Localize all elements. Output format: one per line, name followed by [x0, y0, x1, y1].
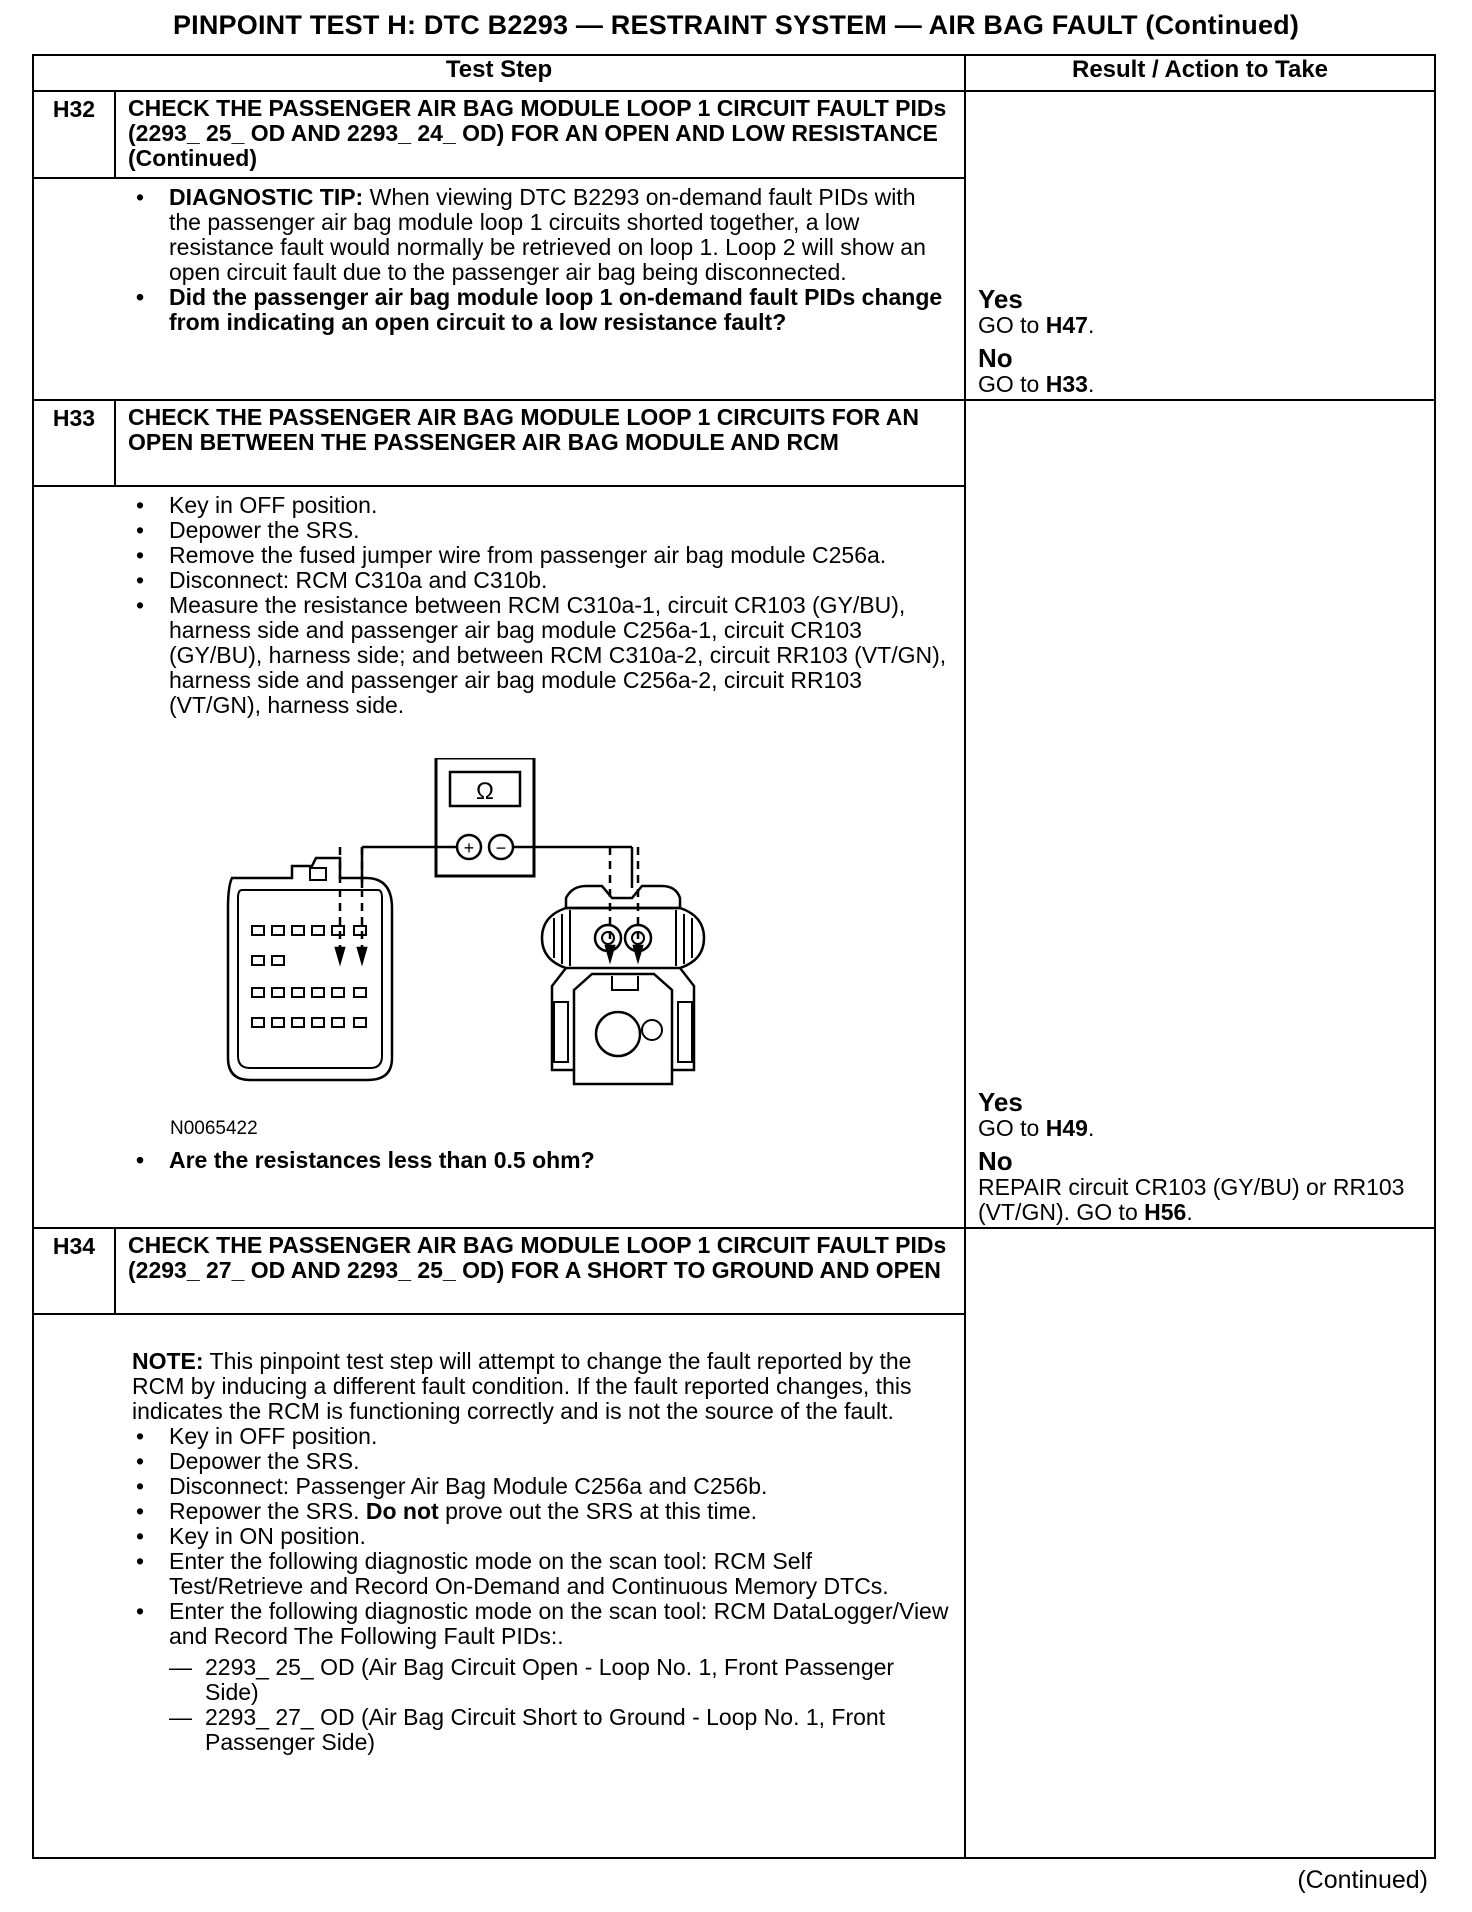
step-id: H32: [33, 91, 115, 178]
step-id: H34: [33, 1228, 115, 1314]
pid-item: — 2293_ 27_ OD (Air Bag Circuit Short to Ground - Loop No. 1, Front Passenger Side): [169, 1705, 952, 1755]
continued-footer: (Continued): [1297, 1866, 1428, 1894]
wiring-figure: [132, 718, 952, 1148]
list-item: [132, 1499, 952, 1524]
pid-item: — 2293_ 25_ OD (Air Bag Circuit Open - Loop No. 1, Front Passenger Side): [169, 1655, 952, 1705]
note-label: NOTE:: [132, 1348, 204, 1374]
meter-symbol: Ω: [476, 778, 494, 805]
tip-label: DIAGNOSTIC TIP:: [169, 184, 364, 210]
pinpoint-test-table: [32, 54, 1436, 1859]
list-item: • Depower the SRS.: [132, 518, 952, 543]
rcm-connector-c310a: [228, 858, 392, 1080]
air-bag-connector-c256a: [542, 886, 704, 1084]
figure-id: N0065422: [170, 1118, 258, 1139]
no-target: H56: [1144, 1199, 1187, 1225]
test-step-header: Test Step: [33, 55, 965, 91]
list-item: • Enter the following diagnostic mode on the scan tool: RCM Self Test/Retrieve and Record On-Demand and Continuous Memory DTCs.: [132, 1549, 952, 1599]
step-result: [965, 91, 1435, 400]
list-item: • Disconnect: RCM C310a and C310b.: [132, 568, 952, 593]
yes-label: Yes: [978, 284, 1023, 314]
page-title: PINPOINT TEST H: DTC B2293 — RESTRAINT SYSTEM — AIR BAG FAULT (Continued): [172, 10, 1300, 40]
yes-action: GO to H49.: [978, 1115, 1095, 1141]
step-result: [965, 400, 1435, 1228]
step-body: [33, 486, 965, 1228]
step-h33-heading-row: [33, 400, 1435, 486]
step-id: H33: [33, 400, 115, 486]
list-item: • Key in ON position.: [132, 1524, 952, 1549]
step-heading: CHECK THE PASSENGER AIR BAG MODULE LOOP 1 CIRCUIT FAULT PIDs (2293_ 25_ OD AND 2293_ 24_ OD) FOR AN OPEN AND LOW RESISTANCE (Continued): [115, 91, 965, 178]
yes-action-text: GO to: [978, 1115, 1046, 1141]
step-h34-heading-row: [33, 1228, 1435, 1314]
yes-label: Yes: [978, 1087, 1023, 1117]
yes-action-text: GO to: [978, 312, 1046, 338]
step-bullet-list: [132, 1424, 952, 1649]
note-text: This pinpoint test step will attempt to change the fault reported by the RCM by inducing a different fault condition. If the fault reported changes, this indicates the RCM is functioning correctly and is not the source of the fault.: [132, 1348, 912, 1424]
yes-target: H47: [1045, 312, 1088, 338]
no-action-text: REPAIR circuit CR103 (GY/BU) or RR103 (VT/GN). GO to: [978, 1174, 1405, 1225]
list-item: [132, 185, 952, 285]
list-item: • Disconnect: Passenger Air Bag Module C256a and C256b.: [132, 1474, 952, 1499]
no-target: H33: [1045, 371, 1088, 397]
yes-action: GO to H47.: [978, 312, 1095, 338]
list-item: • Measure the resistance between RCM C310a-1, circuit CR103 (GY/BU), harness side and passenger air bag module C256a-1, circuit CR103 (GY/BU), harness side; and between RCM C310a-2, circuit RR103 (VT/GN), harness side and passenger air bag module C256a-2, circuit RR103 (VT/GN), harness side.: [132, 593, 952, 718]
step-bullet-list: [132, 185, 952, 335]
step-body: [33, 178, 965, 400]
list-item: • Enter the following diagnostic mode on the scan tool: RCM DataLogger/View and Record The Following Fault PIDs:.: [132, 1599, 952, 1649]
step-bullet-list: [132, 493, 952, 718]
no-label: No: [978, 1146, 1013, 1176]
step-note: [132, 1349, 952, 1424]
ohmmeter-icon: [436, 758, 534, 876]
yes-target: H49: [1045, 1115, 1088, 1141]
no-label: No: [978, 343, 1013, 373]
meter-plus: +: [463, 838, 475, 858]
pid-list: [132, 1655, 952, 1755]
meter-minus: −: [495, 838, 507, 858]
tip-text: When viewing DTC B2293 on-demand fault PIDs with the passenger air bag module loop 1 circuits shorted together, a low resistance fault would normally be retrieved on loop 1. Loop 2 will show an open circuit fault due to the passenger air bag being disconnected.: [169, 184, 926, 285]
list-item: • Remove the fused jumper wire from passenger air bag module C256a.: [132, 543, 952, 568]
no-action: GO to H33.: [978, 371, 1095, 397]
step-h32-heading-row: [33, 91, 1435, 178]
step-heading: CHECK THE PASSENGER AIR BAG MODULE LOOP 1 CIRCUITS FOR AN OPEN BETWEEN THE PASSENGER AIR BAG MODULE AND RCM: [115, 400, 965, 486]
list-item: • Key in OFF position.: [132, 493, 952, 518]
no-action: REPAIR circuit CR103 (GY/BU) or RR103 (VT/GN). GO to H56.: [978, 1174, 1405, 1225]
step-result-empty: [965, 1228, 1435, 1858]
repower-text-pre: Repower the SRS.: [169, 1498, 366, 1524]
step-question-list: [132, 1148, 952, 1173]
repower-text-bold: Do not: [365, 1498, 439, 1524]
step-question: • Are the resistances less than 0.5 ohm?: [132, 1148, 952, 1173]
list-item: • Depower the SRS.: [132, 1449, 952, 1474]
list-item: • Key in OFF position.: [132, 1424, 952, 1449]
ohmmeter-connector-diagram: [192, 758, 752, 1098]
step-body: [33, 1314, 965, 1858]
step-question: • Did the passenger air bag module loop 1 on-demand fault PIDs change from indicating an open circuit to a low resistance fault?: [132, 285, 952, 335]
repower-text-post: prove out the SRS at this time.: [438, 1498, 758, 1524]
table-header-row: [33, 55, 1435, 91]
no-action-text: GO to: [978, 371, 1046, 397]
result-header: Result / Action to Take: [965, 55, 1435, 91]
step-heading: CHECK THE PASSENGER AIR BAG MODULE LOOP 1 CIRCUIT FAULT PIDs (2293_ 27_ OD AND 2293_ 25_ OD) FOR A SHORT TO GROUND AND OPEN: [115, 1228, 965, 1314]
